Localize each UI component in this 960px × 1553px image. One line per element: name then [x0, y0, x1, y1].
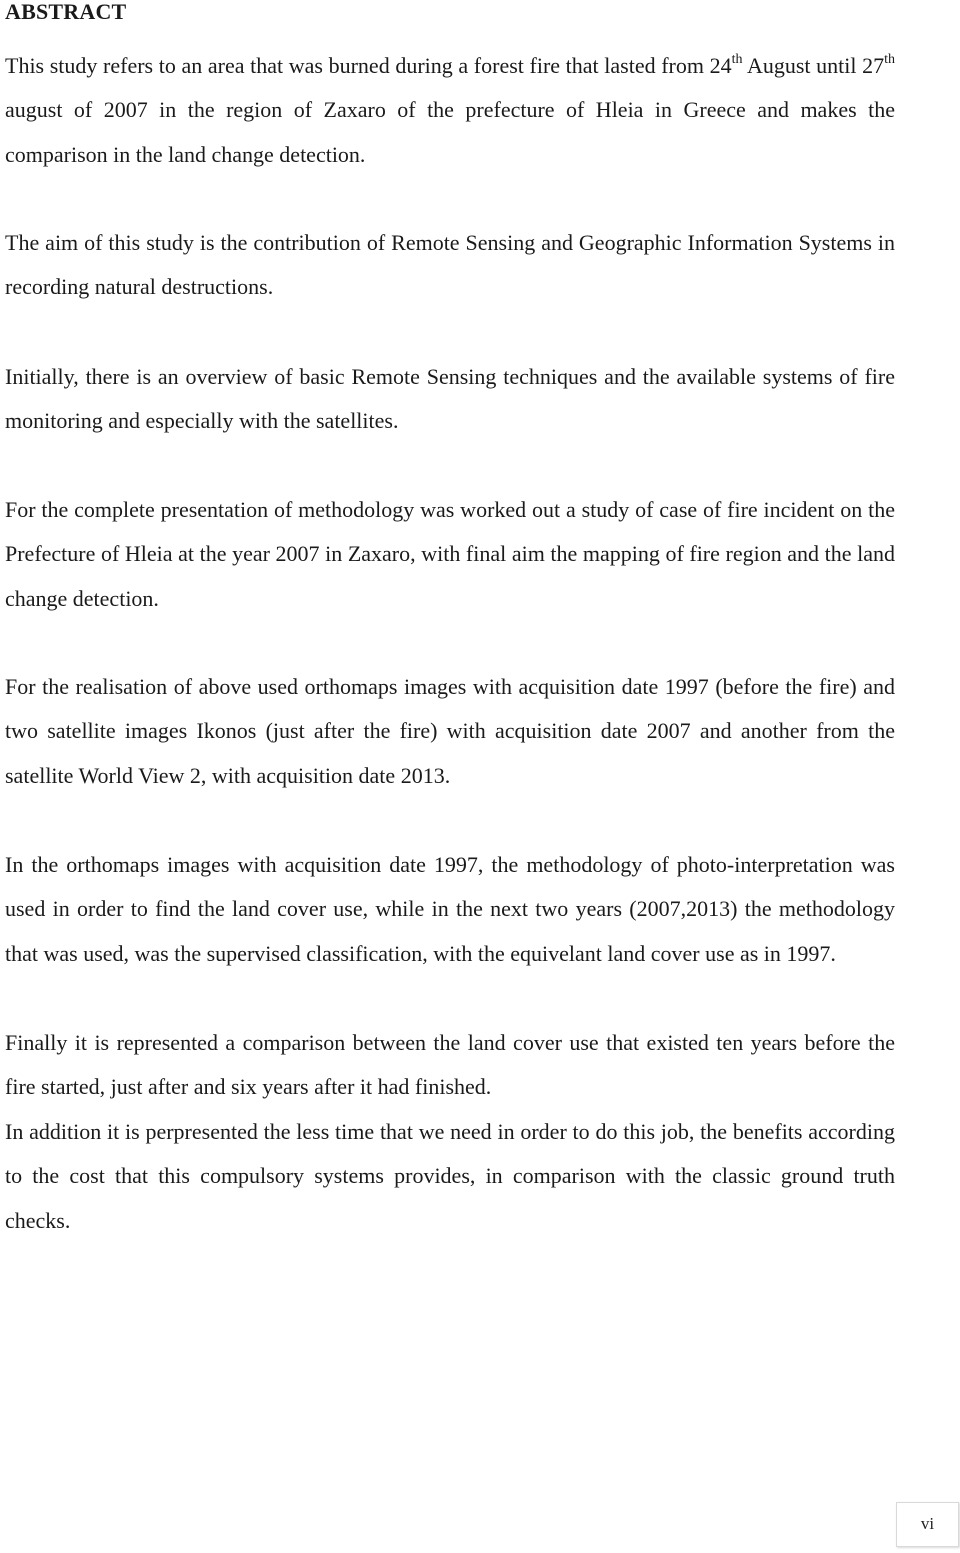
- document-page: [5, 0, 895, 1233]
- paragraph-benefits: In addition it is perpresented the less time that we need in order to do this job, the benefits according to the cost that this compulsory systems provides, in comparison with the classic ground truth checks.: [5, 1119, 895, 1233]
- paragraph-methodology: For the complete presentation of methodology was worked out a study of case of fire incident on the Prefecture of Hleia at the year 2007 in Zaxaro, with final aim the mapping of fire region and the land change detection.: [5, 497, 895, 611]
- paragraph-intro-part3: august of 2007 in the region of Zaxaro of the prefecture of Hleia in Greece and makes the comparison in the land change detection.: [5, 97, 895, 167]
- paragraph-aim: The aim of this study is the contribution of Remote Sensing and Geographic Information Systems in recording natural destructions.: [5, 230, 895, 300]
- paragraph-comparison: Finally it is represented a comparison between the land cover use that existed ten years before the fire started, just after and six years after it had finished.: [5, 1030, 895, 1100]
- superscript-th-2: th: [884, 52, 895, 67]
- paragraph-overview: Initially, there is an overview of basic Remote Sensing techniques and the available systems of fire monitoring and especially with the satellites.: [5, 364, 895, 434]
- paragraph-orthomaps: In the orthomaps images with acquisition date 1997, the methodology of photo-interpretation was used in order to find the land cover use, while in the next two years (2007,2013) the methodology that was used, was the supervised classification, with the equivelant land cover use as in 1997.: [5, 852, 895, 966]
- paragraph-realisation: For the realisation of above used orthomaps images with acquisition date 1997 (before the fire) and two satellite images Ikonos (just after the fire) with acquisition date 2007 and another from the satellite World View 2, with acquisition date 2013.: [5, 674, 895, 788]
- paragraph-intro-part2: August until 27: [742, 53, 885, 78]
- paragraph-intro: [5, 44, 895, 177]
- abstract-heading: ABSTRACT: [5, 0, 127, 24]
- superscript-th-1: th: [731, 52, 743, 67]
- page-number-box: vi: [896, 1502, 959, 1547]
- paragraph-intro-part1: This study refers to an area that was burned during a forest fire that lasted from 24: [5, 53, 732, 78]
